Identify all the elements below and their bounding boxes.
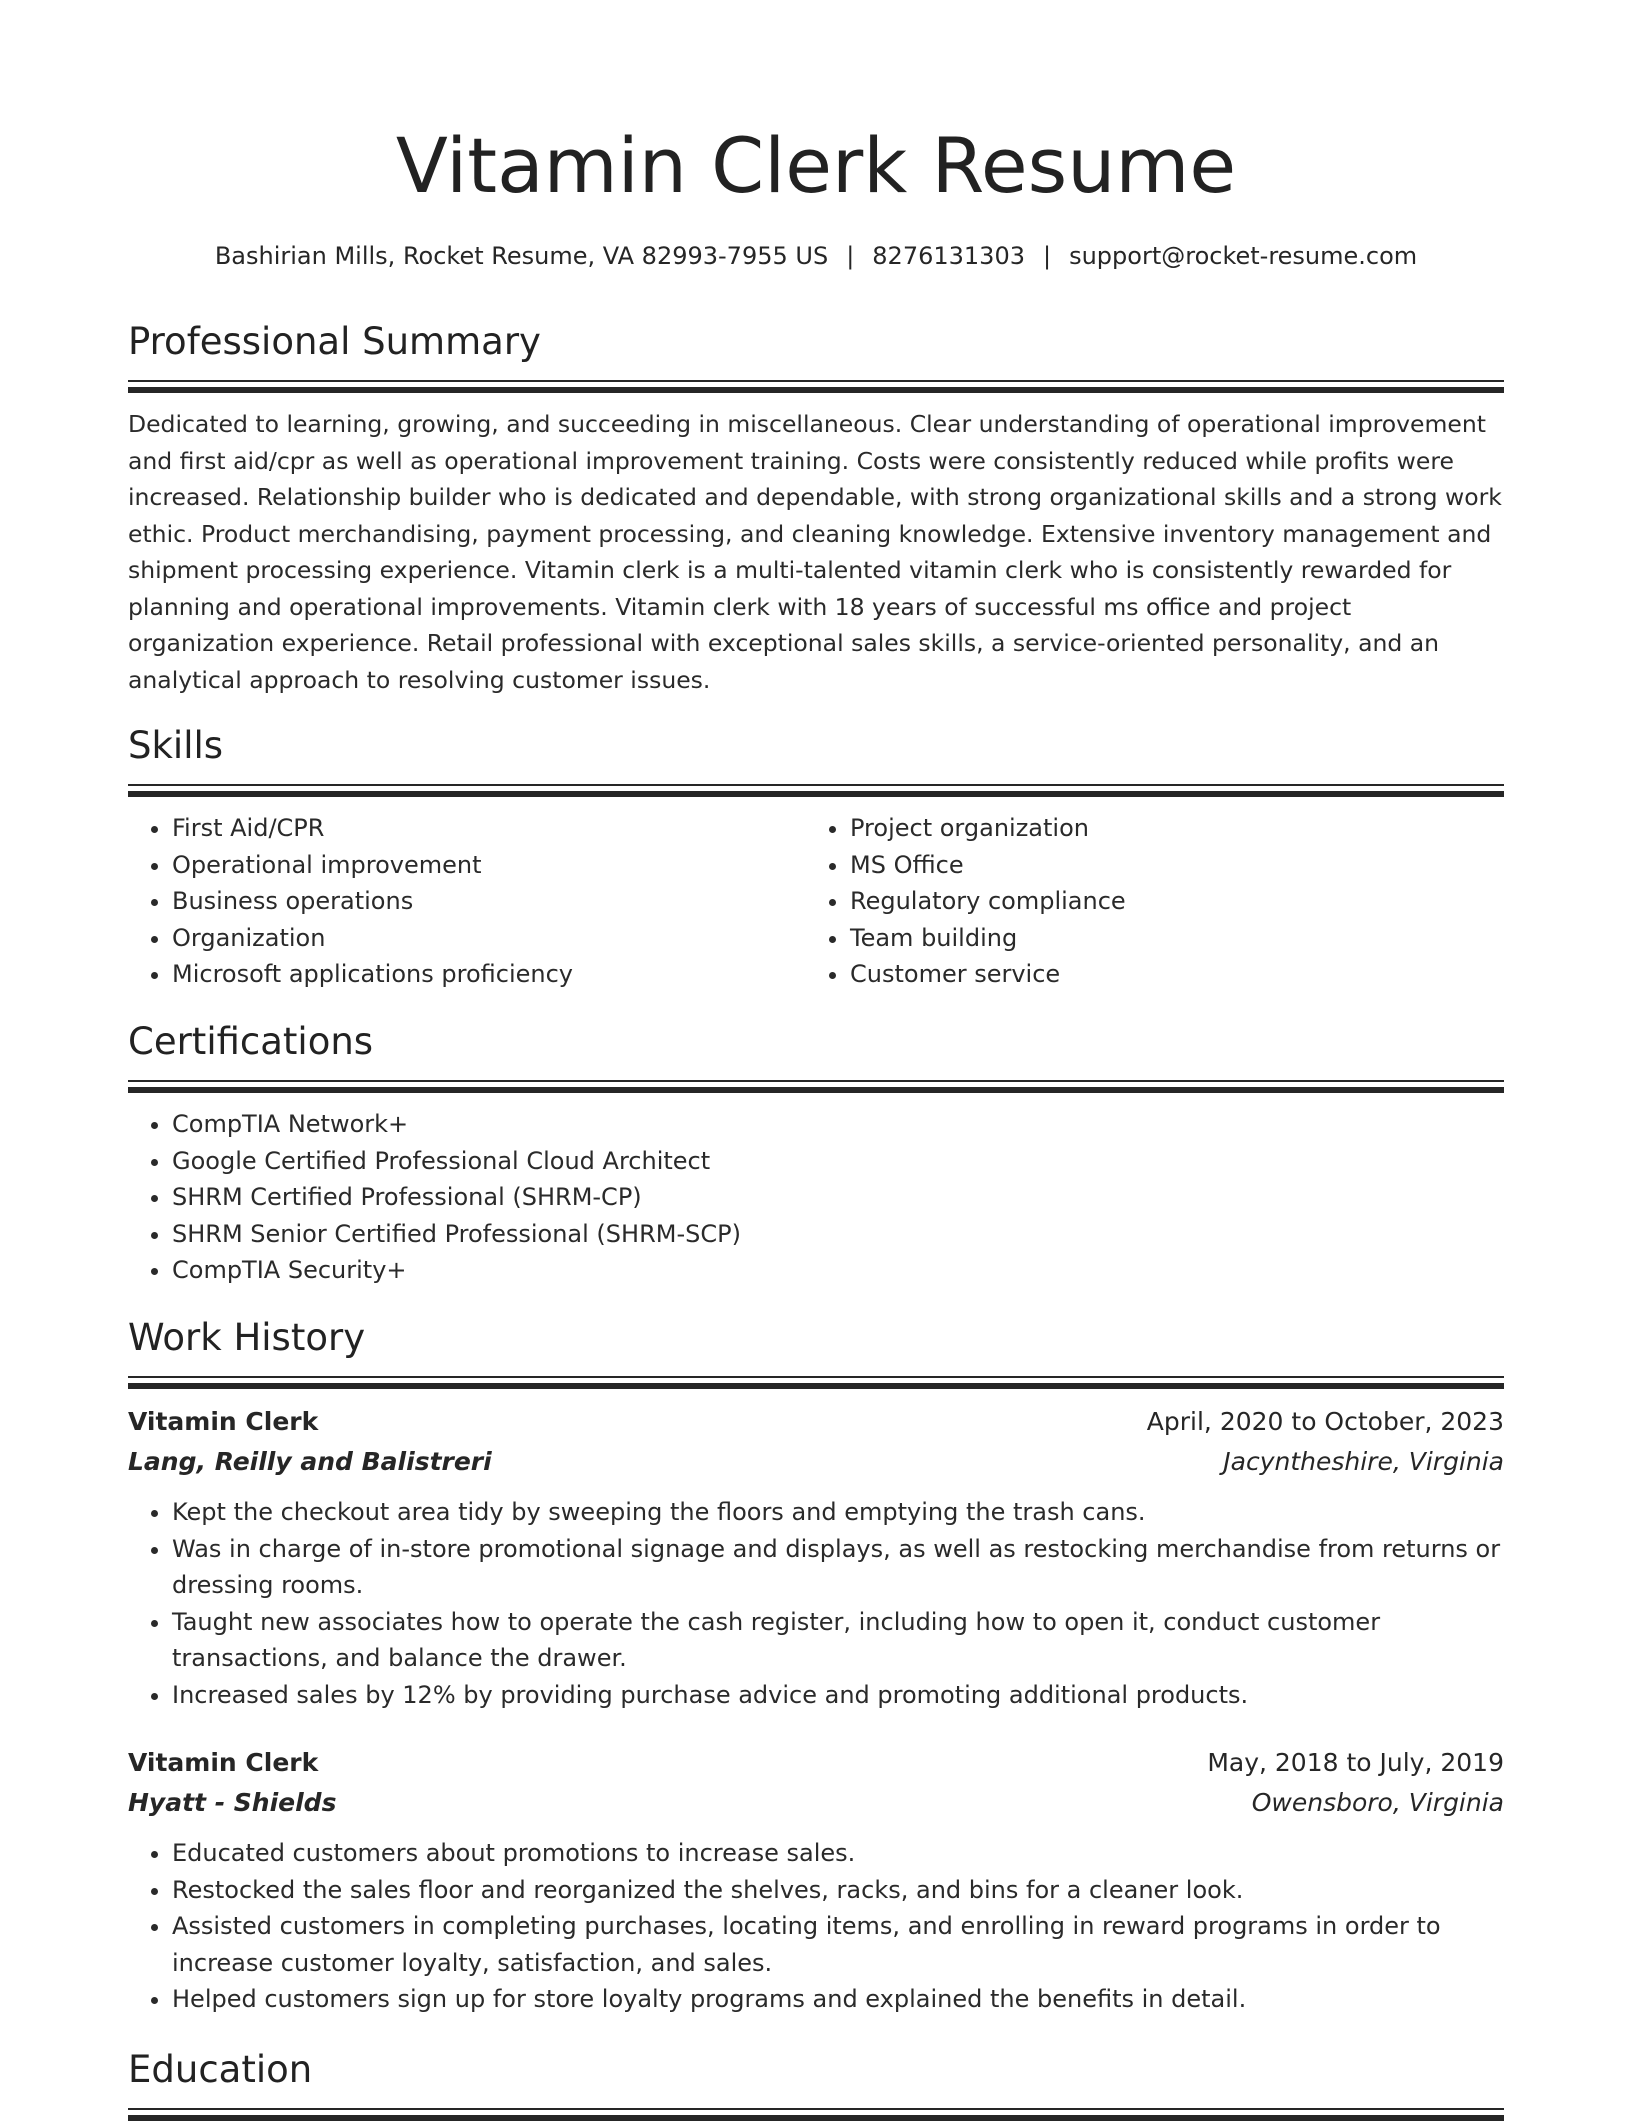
skill-item: • Regulatory compliance xyxy=(850,883,1510,920)
certification-item: • CompTIA Security+ xyxy=(172,1252,1548,1289)
job-bullet: • Educated customers about promotions to increase sales. xyxy=(172,1835,1504,1872)
education-heading: Education xyxy=(128,2048,313,2091)
skills-heading: Skills xyxy=(128,724,224,767)
contact-line xyxy=(128,238,1504,274)
job-company: Lang, Reilly and Balistreri xyxy=(128,1447,492,1476)
summary-text: Dedicated to learning, growing, and succeeding in miscellaneous. Clear understanding of operational improvement and first aid/cpr as well as operational improvement training. Costs were consistently reduced while profits were increased. Relationship builder who is dedicated and dependable, with strong organizational skills and a strong work ethic. Product merchandising, payment processing, and cleaning knowledge. Extensive inventory management and shipment processing experience. Vitamin clerk is a multi-talented vitamin clerk who is consistently rewarded for planning and operational improvements. Vitamin clerk with 18 years of successful ms office and project organization experience. Retail professional with exceptional sales skills, a service-oriented personality, and an analytical approach to resolving customer issues. xyxy=(128,410,1502,694)
job-bullet: • Kept the checkout area tidy by sweeping the floors and emptying the trash cans. xyxy=(172,1494,1504,1531)
education-section-header xyxy=(128,2046,1504,2121)
job-title: Vitamin Clerk xyxy=(128,1407,319,1436)
skills-list-left xyxy=(128,810,832,993)
job-bullet: • Increased sales by 12% by providing purchase advice and promoting additional products. xyxy=(172,1677,1504,1714)
section-divider xyxy=(128,1376,1504,1378)
skill-item: • Customer service xyxy=(850,956,1510,993)
job-bullet: • Was in charge of in-store promotional signage and displays, as well as restocking merchandise from returns or dressing rooms. xyxy=(172,1531,1504,1604)
section-divider xyxy=(128,784,1504,786)
job-title: Vitamin Clerk xyxy=(128,1748,319,1777)
certifications-section-header xyxy=(128,1018,1504,1093)
job-entry xyxy=(128,1743,1504,2018)
section-divider xyxy=(128,1080,1504,1082)
contact-separator: | xyxy=(846,242,855,270)
job-bullet: • Assisted customers in completing purchases, locating items, and enrolling in reward programs in order to increase customer loyalty, satisfaction, and sales. xyxy=(172,1908,1504,1981)
skill-item: • Microsoft applications proficiency xyxy=(172,956,832,993)
contact-address: Bashirian Mills, Rocket Resume, VA 82993-7955 US xyxy=(214,242,829,270)
section-divider xyxy=(128,791,1504,797)
summary-section-header xyxy=(128,318,1504,393)
job-header-row xyxy=(128,1402,1504,1442)
skill-item: • Business operations xyxy=(172,883,832,920)
certifications-heading: Certifications xyxy=(128,1020,374,1063)
skill-item: • First Aid/CPR xyxy=(172,810,832,847)
certification-item: • SHRM Certified Professional (SHRM-CP) xyxy=(172,1179,1548,1216)
job-location: Jacyntheshire, Virginia xyxy=(1223,1447,1504,1476)
certification-item: • Google Certified Professional Cloud Architect xyxy=(172,1143,1548,1180)
job-dates: April, 2020 to October, 2023 xyxy=(1146,1407,1504,1436)
contact-phone: 8276131303 xyxy=(872,242,1025,270)
job-bullets xyxy=(128,1835,1504,2018)
section-divider xyxy=(128,1087,1504,1093)
summary-heading: Professional Summary xyxy=(128,320,541,363)
resume-title: Vitamin Clerk Resume xyxy=(395,121,1237,210)
skill-item: • Organization xyxy=(172,920,832,957)
job-location: Owensboro, Virginia xyxy=(1251,1788,1504,1817)
job-bullet: • Restocked the sales floor and reorganized the shelves, racks, and bins for a cleaner look. xyxy=(172,1872,1504,1909)
certifications-list xyxy=(128,1106,1548,1289)
job-entry xyxy=(128,1402,1504,1713)
skills-section-header xyxy=(128,722,1504,797)
work-section-header xyxy=(128,1314,1504,1389)
contact-email[interactable]: support@rocket-resume.com xyxy=(1069,242,1418,270)
section-divider xyxy=(128,2115,1504,2121)
certification-item: • SHRM Senior Certified Professional (SHRM-SCP) xyxy=(172,1216,1548,1253)
skill-item: • MS Office xyxy=(850,847,1510,884)
skill-item: • Team building xyxy=(850,920,1510,957)
work-heading: Work History xyxy=(128,1316,366,1359)
skills-list-right xyxy=(806,810,1510,993)
skill-item: • Operational improvement xyxy=(172,847,832,884)
certification-item: • CompTIA Network+ xyxy=(172,1106,1548,1143)
skill-item: • Project organization xyxy=(850,810,1510,847)
section-divider xyxy=(128,380,1504,382)
section-divider xyxy=(128,2108,1504,2110)
contact-separator: | xyxy=(1042,242,1052,270)
job-company: Hyatt - Shields xyxy=(128,1788,337,1817)
job-header-row xyxy=(128,1743,1504,1783)
job-bullet: • Taught new associates how to operate the cash register, including how to open it, conduct customer transactions, and balance the drawer. xyxy=(172,1604,1504,1677)
job-bullets xyxy=(128,1494,1504,1713)
job-company-row xyxy=(128,1783,1504,1823)
job-bullet: • Helped customers sign up for store loyalty programs and explained the benefits in detail. xyxy=(172,1981,1504,2018)
section-divider xyxy=(128,387,1504,393)
section-divider xyxy=(128,1383,1504,1389)
job-dates: May, 2018 to July, 2019 xyxy=(1207,1748,1504,1777)
job-company-row xyxy=(128,1442,1504,1482)
